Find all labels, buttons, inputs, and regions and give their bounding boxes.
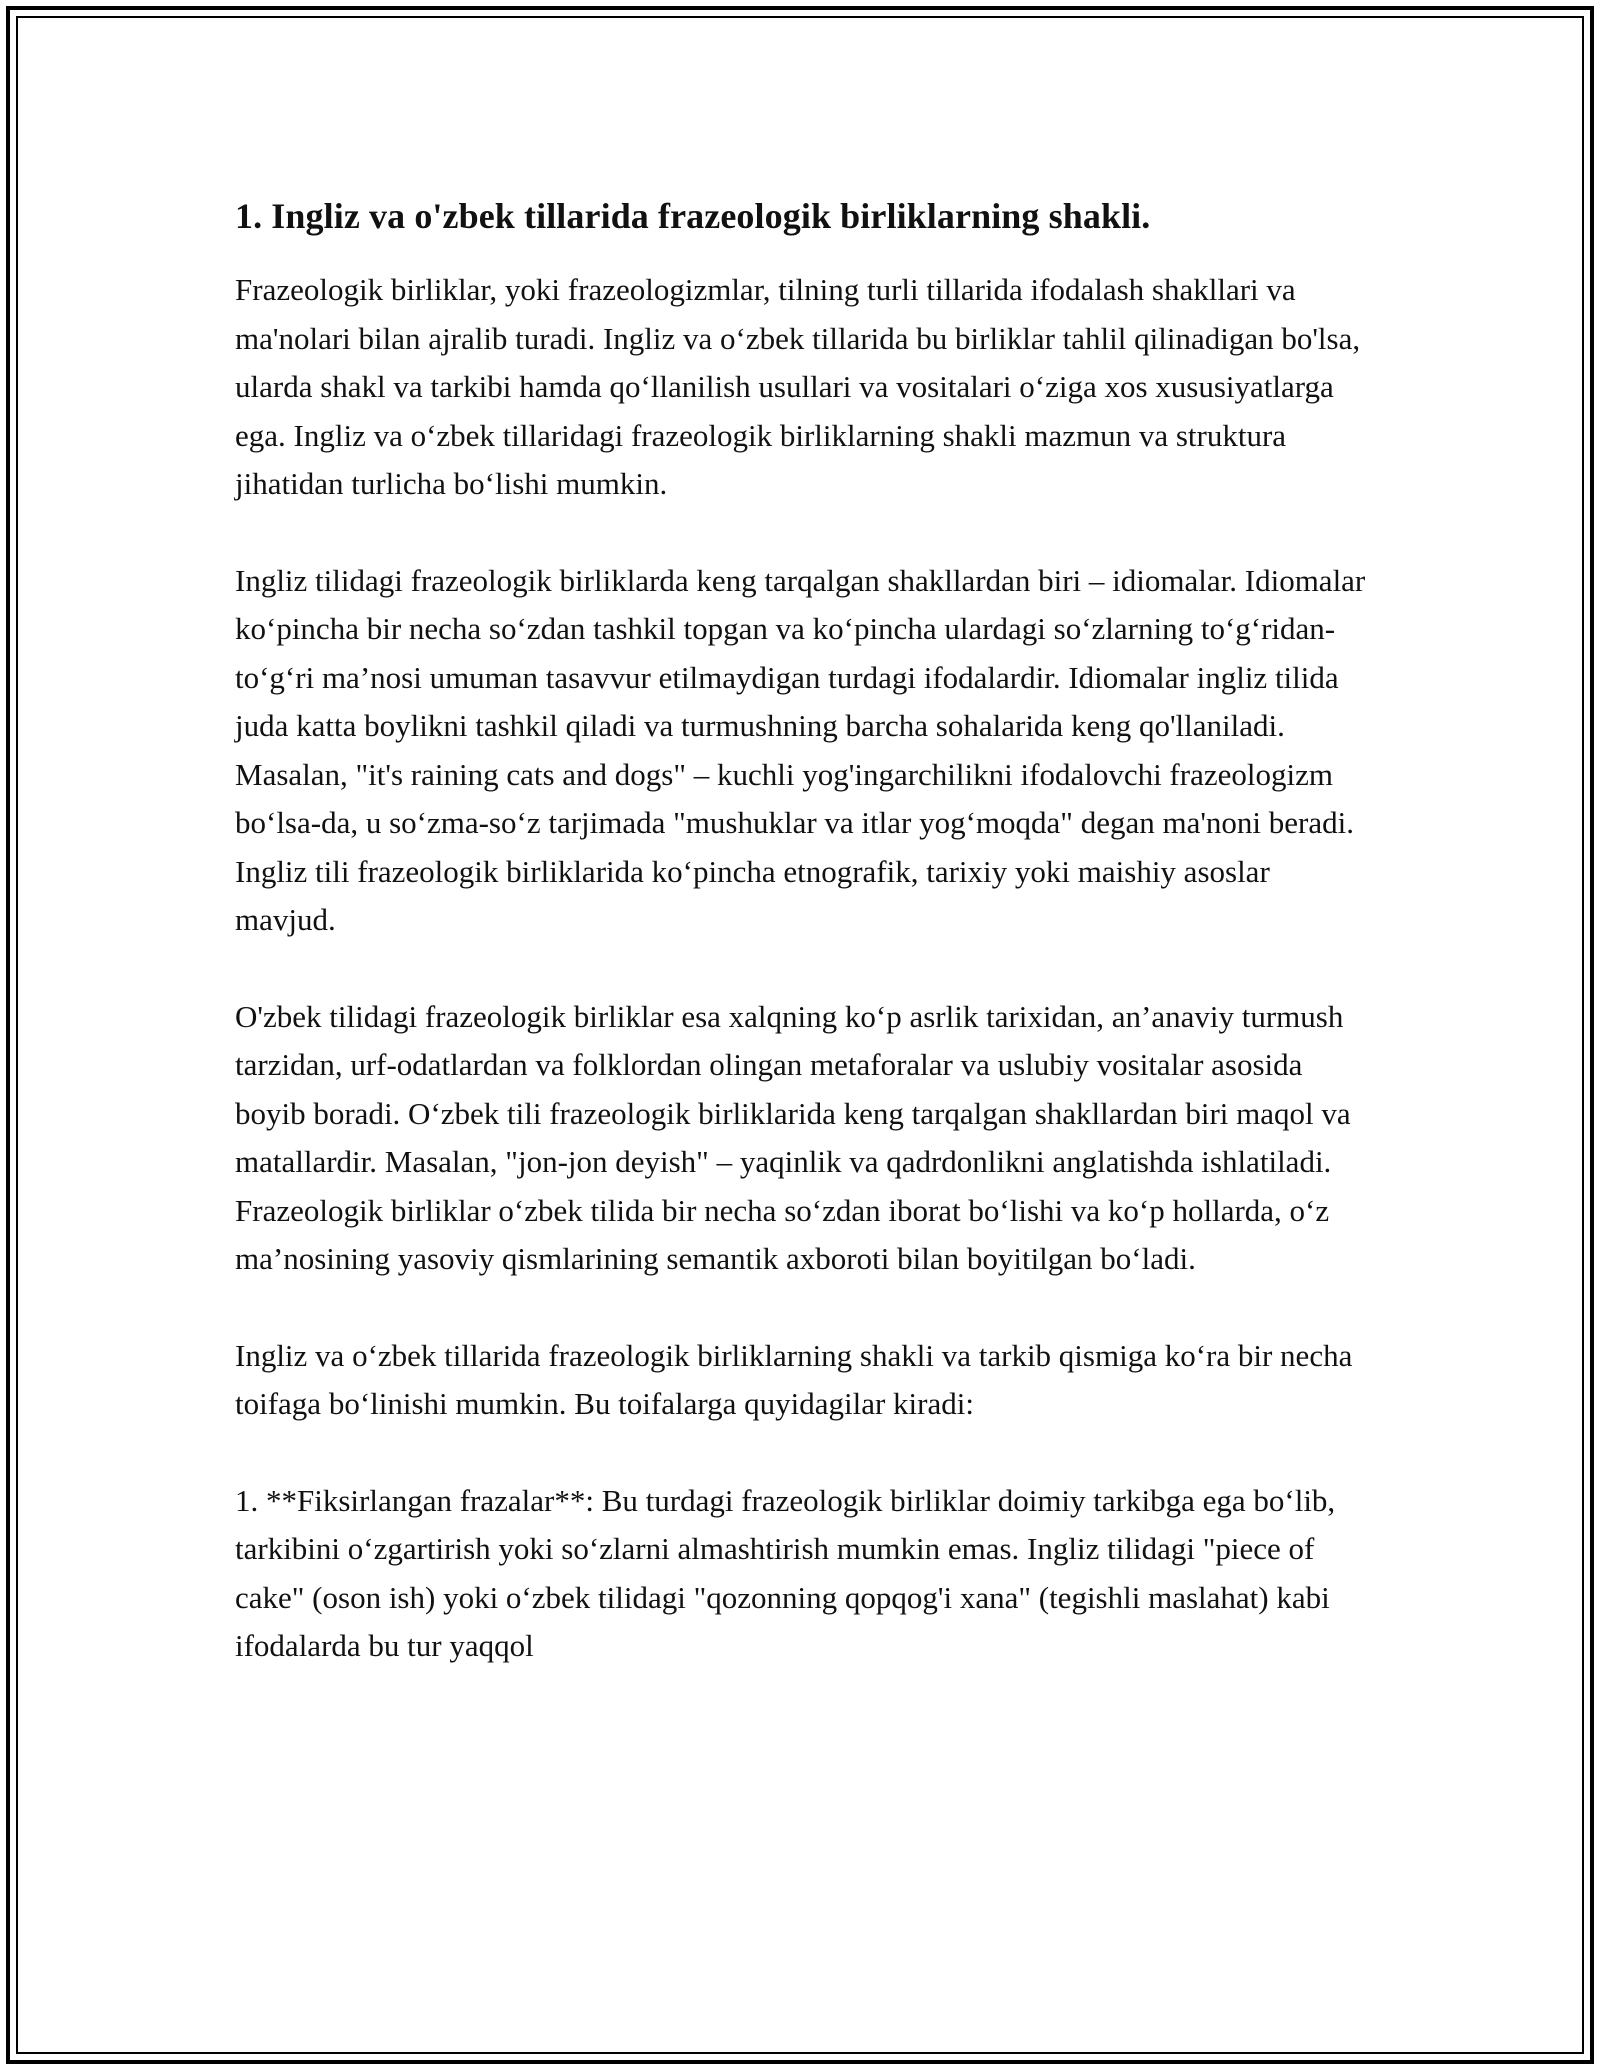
- paragraph-1: Frazeologik birliklar, yoki frazeologizmlar, tilning turli tillarida ifodalash shakllari va ma'nolari bilan ajralib turadi. Ingliz va o‘zbek tillarida bu birliklar tahlil qilinadigan bo'lsa, ularda shakl va tarkibi hamda qo‘llanilish usullari va vositalari o‘ziga xos xususiyatlarga ega. Ingliz va o‘zbek tillaridagi frazeologik birliklarning shakli mazmun va struktura jihatidan turlicha bo‘lishi mumkin.: [235, 272, 1361, 501]
- paragraph-5: 1. **Fiksirlangan frazalar**: Bu turdagi frazeologik birliklar doimiy tarkibga ega bo‘lib, tarkibini o‘zgartirish yoki so‘zlarni almashtirish mumkin emas. Ingliz tilidagi "piece of cake" (oson ish) yoki o‘zbek tilidagi "qozonning qopqog'i xana" (tegishli maslahat) kabi ifodalarda bu tur yaqqol: [235, 1482, 1336, 1663]
- document-page: [235, 188, 1375, 1671]
- document-title: 1. Ingliz va o'zbek tillarida frazeologik birliklarning shakli.: [235, 196, 1151, 236]
- paragraph-2: Ingliz tilidagi frazeologik birliklarda keng tarqalgan shakllardan biri – idiomalar. Idiomalar ko‘pincha bir necha so‘zdan tashkil topgan va ko‘pincha ulardagi so‘zlarning to‘g‘ridan-to‘g‘ri ma’nosi umuman tasavvur etilmaydigan turdagi ifodalardir. Idiomalar ingliz tilida juda katta boylikni tashkil qiladi va turmushning barcha sohalarida keng qo'llaniladi. Masalan, "it's raining cats and dogs" – kuchli yog'ingarchilikni ifodalovchi frazeologizm bo‘lsa-da, u so‘zma-so‘z tarjimada "mushuklar va itlar yog‘moqda" degan ma'noni beradi. Ingliz tili frazeologik birliklarida ko‘pincha etnografik, tarixiy yoki maishiy asoslar mavjud.: [235, 562, 1366, 937]
- paragraph-4: Ingliz va o‘zbek tillarida frazeologik birliklarning shakli va tarkib qismiga ko‘ra bir necha toifaga bo‘linishi mumkin. Bu toifalarga quyidagilar kiradi:: [235, 1337, 1353, 1421]
- paragraph-3: O'zbek tilidagi frazeologik birliklar esa xalqning ko‘p asrlik tarixidan, an’anaviy turmush tarzidan, urf-odatlardan va folklordan olingan metaforalar va uslubiy vositalar asosida boyib boradi. O‘zbek tili frazeologik birliklarida keng tarqalgan shakllardan biri maqol va matallardir. Masalan, "jon-jon deyish" – yaqinlik va qadrdonlikni anglatishda ishlatiladi. Frazeologik birliklar o‘zbek tilida bir necha so‘zdan iborat bo‘lishi va ko‘p hollarda, o‘z ma’nosining yasoviy qismlarining semantik axboroti bilan boyitilgan bo‘ladi.: [235, 998, 1351, 1276]
